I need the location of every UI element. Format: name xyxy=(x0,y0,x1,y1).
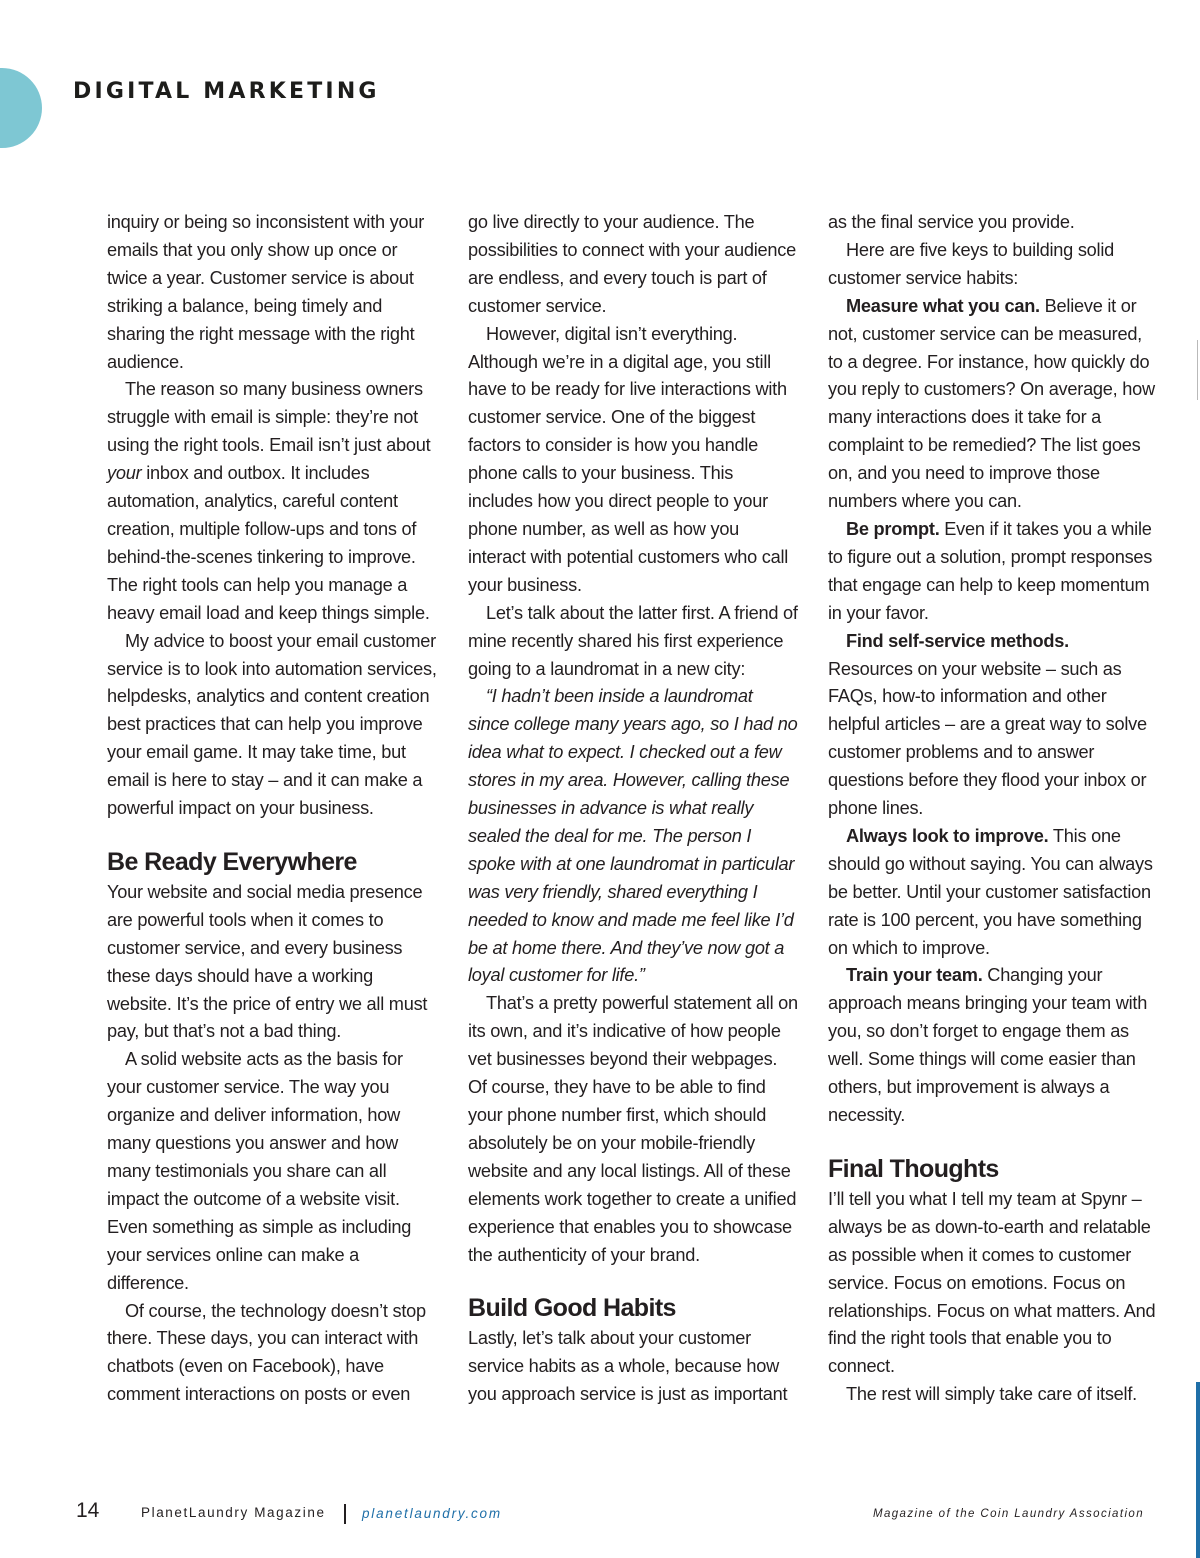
page-footer xyxy=(0,1496,1200,1536)
magazine-name: PlanetLaundry Magazine xyxy=(141,1505,326,1520)
footer-divider xyxy=(344,1504,346,1524)
magazine-tagline: Magazine of the Coin Laundry Association xyxy=(872,1508,1144,1520)
article-column-3 xyxy=(828,209,1158,1409)
key-habit: Train your team. Changing your approach means bringing your team with you, so don’t forget to engage them as well. Some things will come easier than others, but improvement is always a necessity. xyxy=(828,965,1148,1125)
paragraph: Let’s talk about the latter first. A friend of mine recently shared his first experience going to a laundromat in a new city: xyxy=(468,602,798,679)
paragraph: inquiry or being so inconsistent with your emails that you only show up once or twice a year. Customer service is about striking a balance, being timely and sharing the right message with the right audience. xyxy=(107,212,425,372)
section-label: DIGITAL MARKETING xyxy=(73,79,380,104)
paragraph: The rest will simply take care of itself. xyxy=(846,1384,1137,1405)
paragraph: That’s a pretty powerful statement all on its own, and it’s indicative of how people vet businesses beyond their webpages. Of course, they have to be able to find your phone number first, which should absolutely be on your mobile-friendly website and any local listings. All of these elements work together to create a unified experience that enables you to showcase the authenticity of your brand. xyxy=(468,993,798,1265)
article-column-2 xyxy=(468,209,798,1409)
paragraph: Lastly, let’s talk about your customer service habits as a whole, because how you approach service is just as important xyxy=(468,1328,788,1405)
key-habit: Be prompt. Even if it takes you a while to figure out a solution, prompt responses that engage can help to keep momentum in your favor. xyxy=(828,518,1153,623)
pull-quote: “I hadn’t been inside a laundromat since college many years ago, so I had no idea what to expect. I checked out a few stores in my area. However, calling these businesses in advance is what really sealed the deal for me. The person I spoke with at one laundromat in particular was very friendly, shared everything I needed to know and made me feel like I’d be at home there. And they’ve now got a loyal customer for life.” xyxy=(468,686,798,986)
paragraph: However, digital isn’t everything. Although we’re in a digital age, you still have to be ready for live interactions with customer service. One of the biggest factors to consider is how you handle phone calls to your business. This includes how you direct people to your phone number, as well as how you interact with potential customers who call your business. xyxy=(468,323,789,595)
paragraph: Your website and social media presence are powerful tools when it comes to customer service, and every business these days should have a working website. It’s the price of entry we all must pay, but that’s not a bad thing. xyxy=(107,881,428,1042)
page-edge-mark xyxy=(1197,340,1198,400)
section-heading: Build Good Habits xyxy=(468,1294,676,1323)
paragraph: The reason so many business owners struggle with email is simple: they’re not using the right tools. Email isn’t just about your inbox and outbox. It includes automation, analytics, careful content creation, multiple follow-ups and tons of behind-the-scenes tinkering to improve. The right tools can help you manage a heavy email load and keep things simple. xyxy=(107,379,431,623)
key-habit: Always look to improve. This one should go without saying. You can always be better. Until your customer satisfaction rate is 100 percent, you have something on which to improve. xyxy=(828,825,1153,958)
paragraph: I’ll tell you what I tell my team at Spynr – always be as down-to-earth and relatable as possible when it comes to customer service. Focus on emotions. Focus on relationships. Focus on what matters. And find the right tools that enable you to connect. xyxy=(828,1188,1156,1377)
page-number: 14 xyxy=(76,1499,100,1522)
section-tab-accent xyxy=(0,68,42,148)
key-habit: Measure what you can. Believe it or not, customer service can be measured, to a degree. For instance, how quickly do you reply to customers? On average, how many interactions does it take for a complaint to be remedied? The list goes on, and you need to improve those numbers where you can. xyxy=(828,295,1155,512)
paragraph: Here are five keys to building solid customer service habits: xyxy=(828,239,1114,288)
key-habit: Find self-service methods. Resources on your website – such as FAQs, how-to information and other helpful articles – are a great way to solve customer problems and to answer questions before they flood your inbox or phone lines. xyxy=(828,630,1147,819)
paragraph: A solid website acts as the basis for your customer service. The way you organize and deliver information, how many questions you answer and how many testimonials you share can all impact the outcome of a website visit. Even something as simple as including your services online can make a difference. xyxy=(107,1049,412,1293)
paragraph: go live directly to your audience. The possibilities to connect with your audience are endless, and every touch is part of customer service. xyxy=(468,212,796,316)
section-heading: Be Ready Everywhere xyxy=(107,847,357,876)
paragraph: My advice to boost your email customer service is to look into automation services, helpdesks, analytics and content creation best practices that can help you improve your email game. It may take time, but email is here to stay – and it can make a powerful impact on your business. xyxy=(107,630,437,819)
article-column-1 xyxy=(107,209,437,1409)
section-heading: Final Thoughts xyxy=(828,1154,999,1183)
paragraph: as the final service you provide. xyxy=(828,212,1075,232)
paragraph: Of course, the technology doesn’t stop there. These days, you can interact with chatbots (even on Facebook), have comment interactions on posts or even xyxy=(107,1300,426,1405)
website-link[interactable]: planetlaundry.com xyxy=(362,1506,502,1521)
